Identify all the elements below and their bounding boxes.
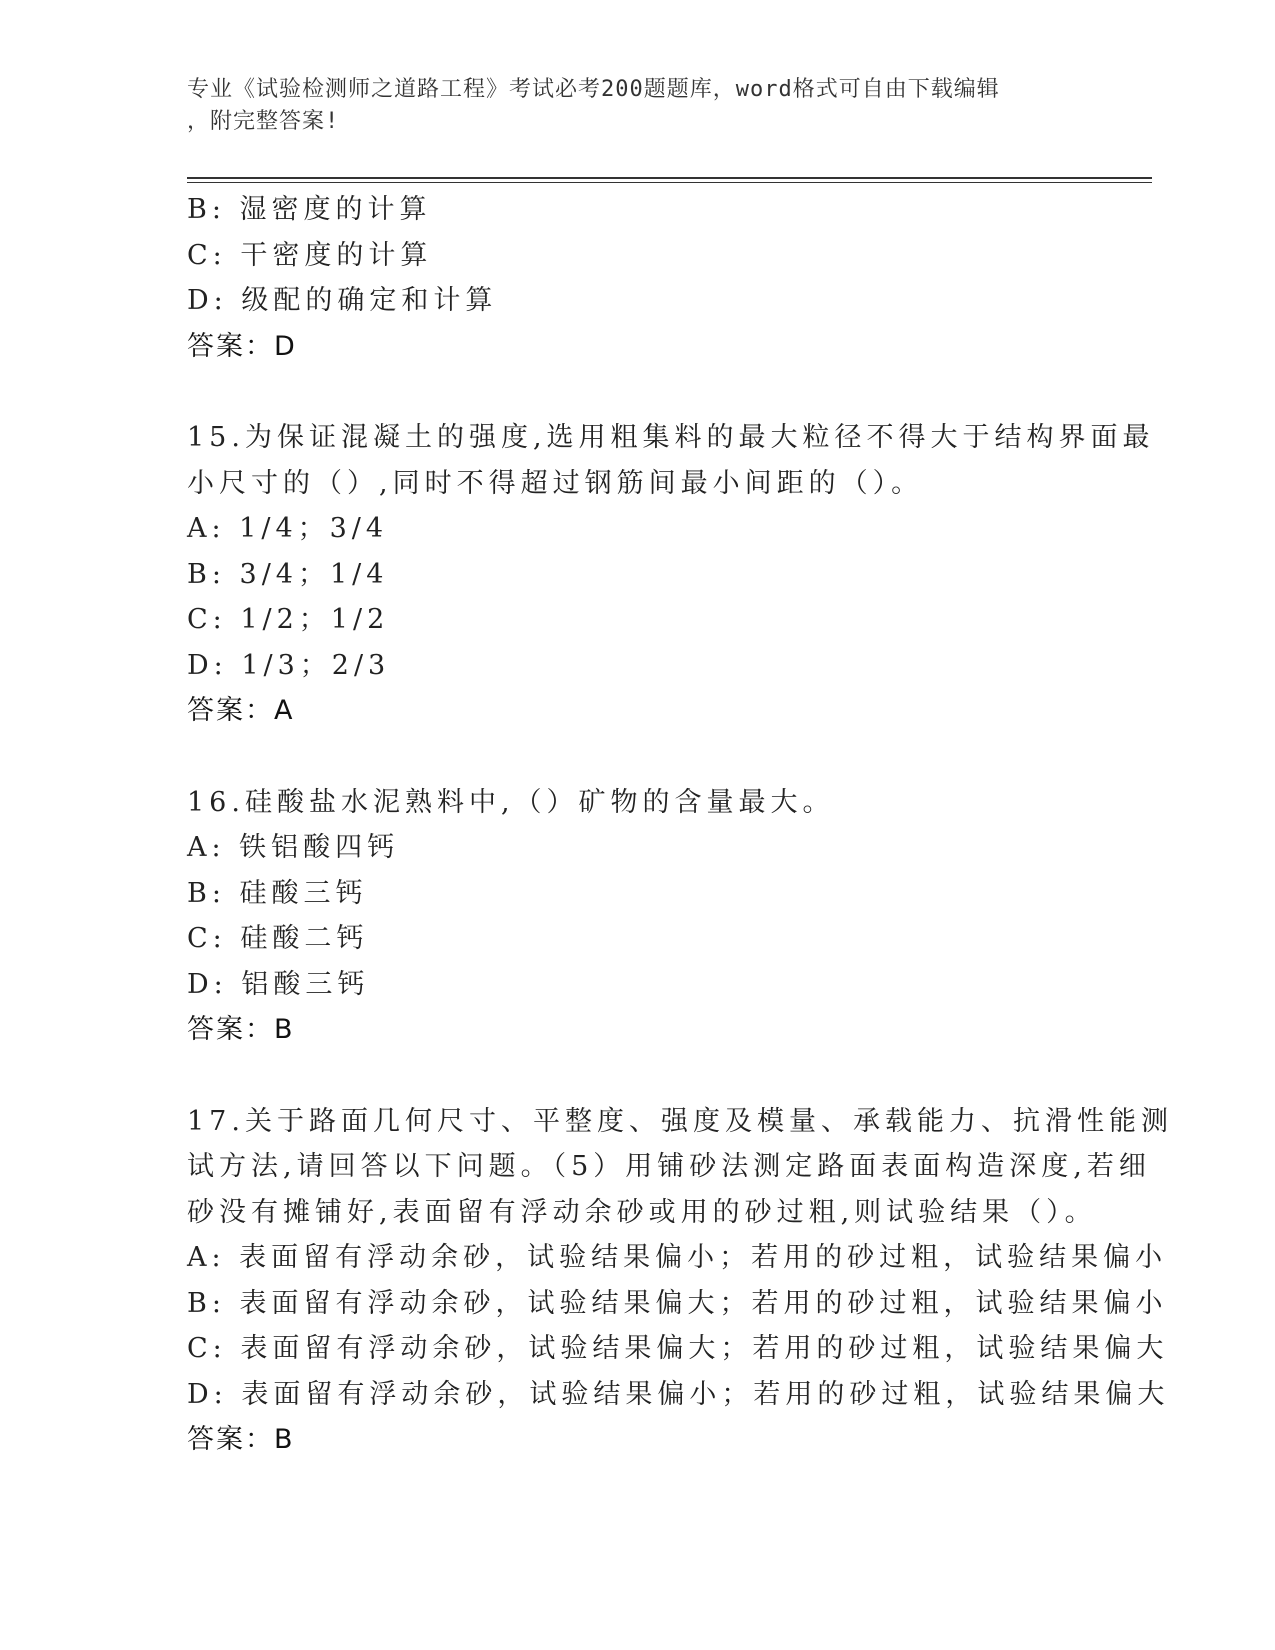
option-d: D: 1/3；2/3 — [187, 649, 391, 681]
header-title-line-2: ，附完整答案! — [187, 109, 340, 134]
stem-line: 小尺寸的（）,同时不得超过钢筋间最小间距的（）。 — [187, 467, 924, 499]
header-divider-thick — [187, 177, 1152, 179]
option-d: D: 铝酸三钙 — [187, 968, 370, 1000]
option-b: B: 硅酸三钙 — [187, 877, 368, 909]
stem-line: 17.关于路面几何尺寸、平整度、强度及模量、承载能力、抗滑性能测 — [187, 1105, 1173, 1137]
option-b: B: 表面留有浮动余砂，试验结果偏大；若用的砂过粗，试验结果偏小 — [187, 1287, 1168, 1319]
header-divider-thin — [187, 182, 1152, 183]
question-stem — [187, 780, 1087, 826]
option-a: A: 铁铝酸四钙 — [187, 832, 400, 863]
question-14-continued — [187, 187, 1087, 369]
document-header — [187, 74, 1067, 138]
answer-line: 答案：B — [187, 1014, 295, 1045]
option-a: A: 表面留有浮动余砂，试验结果偏小；若用的砂过粗，试验结果偏小 — [187, 1242, 1168, 1273]
answer-line: 答案：D — [187, 330, 297, 362]
option-a: A: 1/4；3/4 — [187, 513, 389, 544]
question-stem — [187, 1099, 1173, 1236]
option-c: C: 1/2；1/2 — [187, 604, 390, 635]
option-c: C: 干密度的计算 — [187, 239, 433, 271]
question-15 — [187, 415, 1155, 734]
stem-line: 试方法,请回答以下问题。（5）用铺砂法测定路面表面构造深度,若细 — [187, 1151, 1151, 1182]
option-d: D: 表面留有浮动余砂，试验结果偏小；若用的砂过粗，试验结果偏大 — [187, 1378, 1170, 1410]
header-title-line-1: 专业《试验检测师之道路工程》考试必考200题题库，word格式可自由下载编辑 — [187, 77, 1000, 102]
stem-line: 砂没有摊铺好,表面留有浮动余砂或用的砂过粗,则试验结果（）。 — [187, 1196, 1097, 1228]
option-c: C: 硅酸二钙 — [187, 923, 369, 954]
answer-line: 答案：B — [187, 1424, 295, 1455]
question-16 — [187, 780, 1087, 1053]
option-d: D: 级配的确定和计算 — [187, 285, 498, 316]
option-b: B: 3/4；1/4 — [187, 558, 389, 590]
question-stem — [187, 415, 1155, 506]
question-list — [187, 187, 1173, 1463]
stem-line: 15.为保证混凝土的强度,选用粗集料的最大粒径不得大于结构界面最 — [187, 422, 1155, 453]
option-c: C: 表面留有浮动余砂，试验结果偏大；若用的砂过粗，试验结果偏大 — [187, 1333, 1169, 1364]
answer-line: 答案：A — [187, 695, 295, 726]
option-b: B: 湿密度的计算 — [187, 194, 432, 225]
stem-line: 16.硅酸盐水泥熟料中,（）矿物的含量最大。 — [187, 786, 835, 818]
question-17 — [187, 1099, 1173, 1463]
